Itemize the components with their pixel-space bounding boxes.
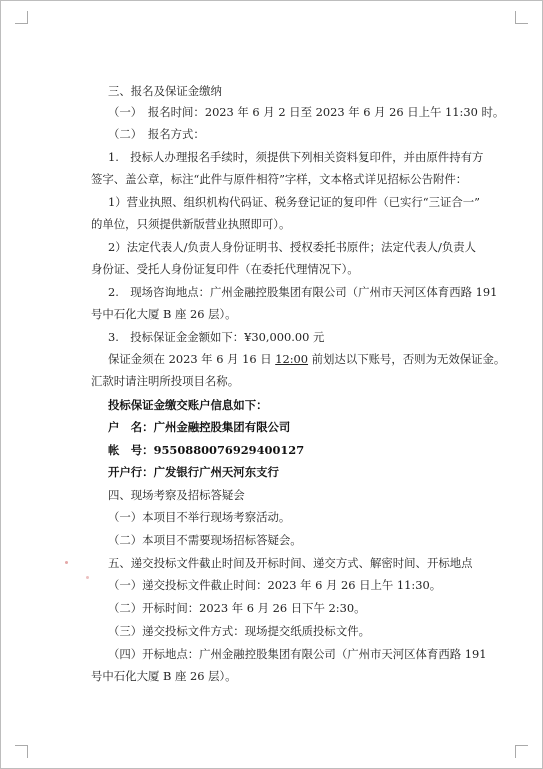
crop-mark <box>515 11 528 24</box>
registration-time: （一） 报名时间：2023 年 6 月 2 日至 2023 年 6 月 26 日上午 11:30 时。 <box>108 105 505 119</box>
section-heading: 五、递交投标文件截止时间及开标时间、递交方式、解密时间、开标地点 <box>108 556 473 570</box>
section-heading: 三、报名及保证金缴纳 <box>108 84 222 98</box>
paragraph-line: （二）开标时间：2023 年 6 月 26 日下午 2:30。 <box>108 601 366 615</box>
paragraph-line: 签字、盖公章，标注“此件与原件相符”字样，文本格式详见招标公告附件： <box>91 172 468 186</box>
paragraph-line: （三）递交投标文件方式：现场提交纸质投标文件。 <box>108 624 370 638</box>
paragraph-line: 1）营业执照、组织机构代码证、税务登记证的复印件（已实行“三证合一” <box>108 195 481 209</box>
paragraph-line: 号中石化大厦 B 座 26 层）。 <box>91 669 237 683</box>
paragraph-line: （二）本项目不需要现场招标答疑会。 <box>108 533 302 547</box>
account-name: 户 名：广州金融控股集团有限公司 <box>108 420 291 434</box>
paragraph-line: （一）递交投标文件截止时间：2023 年 6 月 26 日上午 11:30。 <box>108 578 442 592</box>
paragraph-line: 1. 投标人办理报名手续时，须提供下列相关资料复印件，并由原件持有方 <box>108 150 484 164</box>
crop-mark <box>15 745 28 758</box>
account-number: 帐 号：9550880076929400127 <box>108 443 305 457</box>
paragraph-line: 身份证、受托人身份证复印件（在委托代理情况下）。 <box>91 262 359 276</box>
deadline-text-end: 前划达以下账号，否则为无效保证金。 <box>308 352 506 366</box>
stamp-mark <box>86 576 89 579</box>
deposit-deadline <box>108 352 505 366</box>
crop-mark <box>15 11 28 24</box>
paragraph-line: （一）本项目不举行现场考察活动。 <box>108 510 291 524</box>
section-heading: 四、现场考察及招标答疑会 <box>108 488 245 502</box>
deadline-time: 12:00 <box>275 352 309 366</box>
paragraph-line: 2）法定代表人/负责人身份证明书、授权委托书原件；法定代表人/负责人 <box>108 240 477 254</box>
paragraph-line: 2. 现场咨询地点：广州金融控股集团有限公司（广州市天河区体育西路 191 <box>108 285 498 299</box>
deposit-amount: 3. 投标保证金金额如下：¥30,000.00 元 <box>108 330 325 344</box>
paragraph-line: （四）开标地点：广州金融控股集团有限公司（广州市天河区体育西路 191 <box>108 647 487 661</box>
paragraph-line: 汇款时请注明所投项目名称。 <box>91 374 240 388</box>
account-info-heading: 投标保证金缴交账户信息如下： <box>108 398 268 412</box>
crop-mark <box>515 745 528 758</box>
paragraph-line: 的单位，只须提供新版营业执照即可）。 <box>91 217 291 231</box>
stamp-mark <box>65 561 68 564</box>
account-bank: 开户行：广发银行广州天河东支行 <box>108 465 279 479</box>
deadline-text: 保证金须在 2023 年 6 月 16 日 <box>108 352 276 366</box>
registration-method-heading: （二） 报名方式： <box>108 127 205 141</box>
paragraph-line: 号中石化大厦 B 座 26 层）。 <box>91 307 237 321</box>
